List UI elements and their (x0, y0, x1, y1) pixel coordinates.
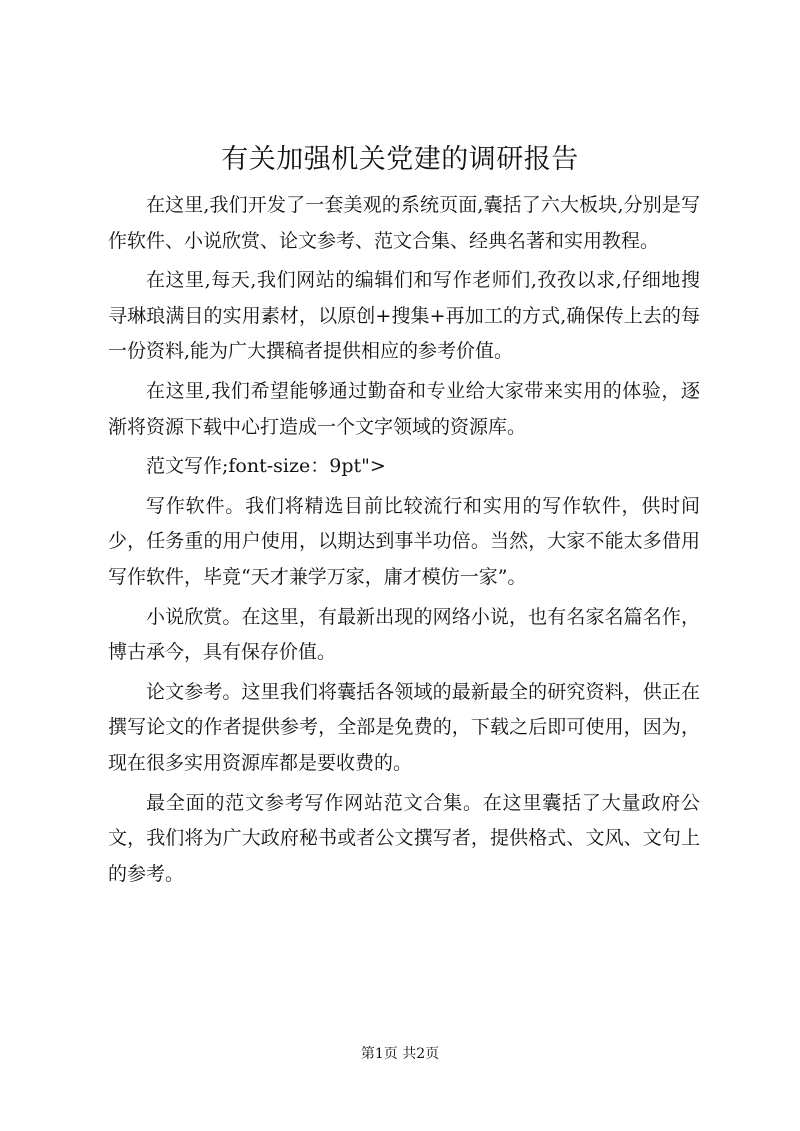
paragraph-resource-library: 在这里,我们希望能够通过勤奋和专业给大家带来实用的体验，逐渐将资源下载中心打造成一个文字领域的资源库。 (108, 379, 700, 438)
paragraph-novels: 小说欣赏。在这里，有最新出现的网络小说，也有名家名篇名作，博古承今，具有保存价值。 (108, 605, 700, 664)
paragraph-editors: 在这里,每天,我们网站的编辑们和写作老师们,孜孜以求,仔细地搜寻琳琅满目的实用素材，以原创+搜集+再加工的方式,确保传上去的每一份资料,能为广大撰稿者提供相应的参考价值。 (108, 269, 700, 363)
page-footer: 第1页 共2页 (360, 1046, 440, 1062)
paragraph-writing-software: 写作软件。我们将精选目前比较流行和实用的写作软件，供时间少，任务重的用户使用，以期达到事半功倍。当然，大家不能太多借用写作软件，毕竟“天才兼学万家，庸才模仿一家”。 (108, 494, 700, 588)
document-title: 有关加强机关党建的调研报告 (221, 144, 579, 175)
paragraph-intro: 在这里,我们开发了一套美观的系统页面,囊括了六大板块,分别是写作软件、小说欣赏、论文参考、范文合集、经典名著和实用教程。 (108, 194, 700, 252)
paragraph-papers: 论文参考。这里我们将囊括各领域的最新最全的研究资料，供正在撰写论文的作者提供参考，全部是免费的，下载之后即可使用，因为，现在很多实用资源库都是要收费的。 (108, 680, 700, 774)
paragraph-fanwen-collection: 最全面的范文参考写作网站范文合集。在这里囊括了大量政府公文，我们将为广大政府秘书或者公文撰写者，提供格式、文风、文句上的参考。 (108, 791, 700, 885)
paragraph-fanwen-writing: 范文写作;font-size：9pt"> (146, 455, 386, 478)
document-body (108, 188, 700, 896)
